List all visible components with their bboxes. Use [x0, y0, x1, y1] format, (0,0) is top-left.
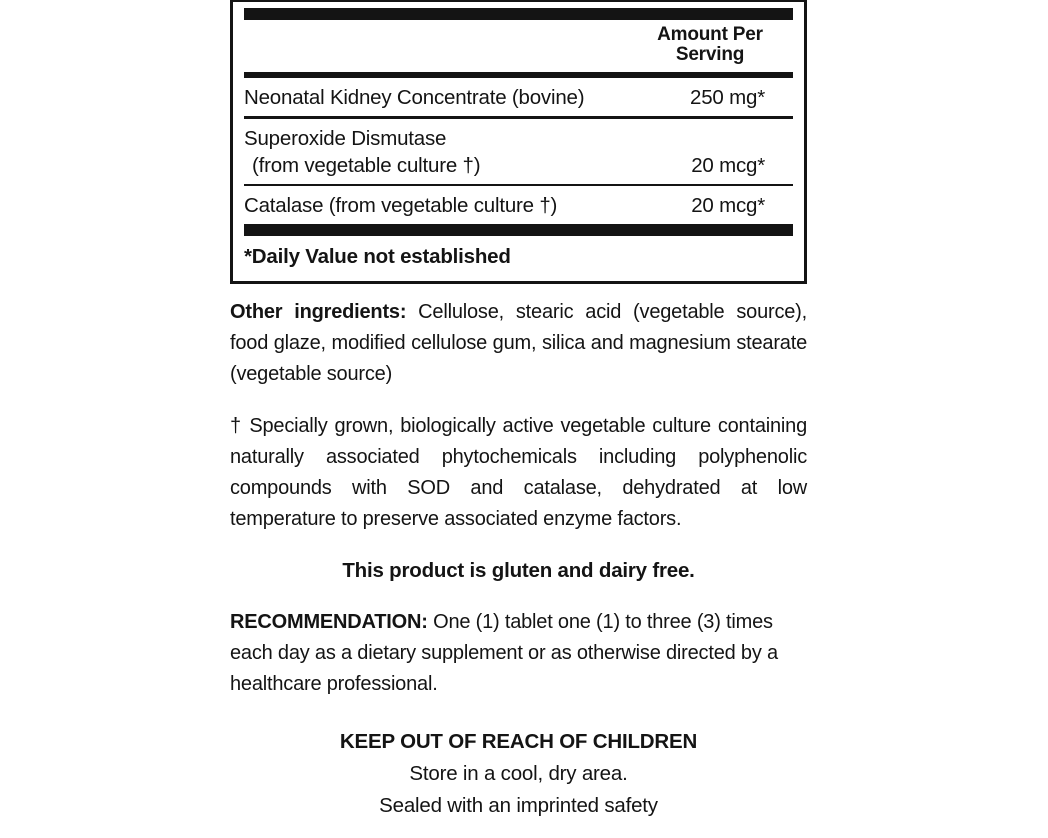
facts-header-row: [244, 20, 793, 72]
table-row: [244, 119, 793, 184]
warnings-block: [230, 726, 807, 822]
vegetable-culture-note: † Specially grown, biologically active vegetable culture containing naturally associated phytochemicals including polyphenolic compounds with SOD and catalase, dehydrated at low temperature to preserve associated enzyme factors.: [230, 415, 807, 530]
storage-line: Store in a cool, dry area.: [409, 762, 628, 785]
other-ingredients-text: Cellulose, stearic acid (vegetable source), food glaze, modified cellulose gum, silica and magnesium stearate (vegetable source): [230, 301, 807, 385]
supplement-label: [230, 0, 807, 822]
ingredient-amount: 250 mg*: [690, 86, 765, 109]
ingredient-name: Neonatal Kidney Concentrate (bovine): [244, 86, 585, 109]
ingredient-amount: 20 mcg*: [691, 153, 765, 177]
recommendation-text: One (1) tablet one (1) to three (3) times each day as a dietary supplement or as otherwise directed by a healthcare professional.: [230, 611, 778, 695]
ingredient-name-line2: (from vegetable culture †): [252, 153, 481, 177]
ingredient-amount: 20 mcg*: [691, 194, 765, 217]
other-ingredients-paragraph: [230, 297, 807, 390]
keep-out-of-reach-line: KEEP OUT OF REACH OF CHILDREN: [339, 730, 698, 753]
ingredient-name: Catalase (from vegetable culture †): [244, 194, 558, 217]
table-row: [244, 186, 793, 224]
bottom-thick-rule: [244, 224, 793, 236]
table-row: [244, 78, 793, 116]
supplement-facts-panel: [230, 0, 807, 284]
recommendation-label: RECOMMENDATION:: [230, 611, 428, 633]
safety-seal-line: Sealed with an imprinted safety: [379, 794, 658, 817]
other-ingredients-label: Other ingredients:: [230, 301, 407, 323]
ingredient-name-line1: Superoxide Dismutase: [244, 126, 447, 150]
daily-value-footnote: *Daily Value not established: [244, 245, 511, 268]
amount-per-serving-header: Amount Per Serving: [657, 24, 763, 65]
ingredient-name: [244, 125, 691, 179]
gluten-dairy-free-line: This product is gluten and dairy free.: [342, 559, 695, 582]
recommendation-paragraph: [230, 607, 807, 700]
top-thick-rule: [244, 8, 793, 20]
